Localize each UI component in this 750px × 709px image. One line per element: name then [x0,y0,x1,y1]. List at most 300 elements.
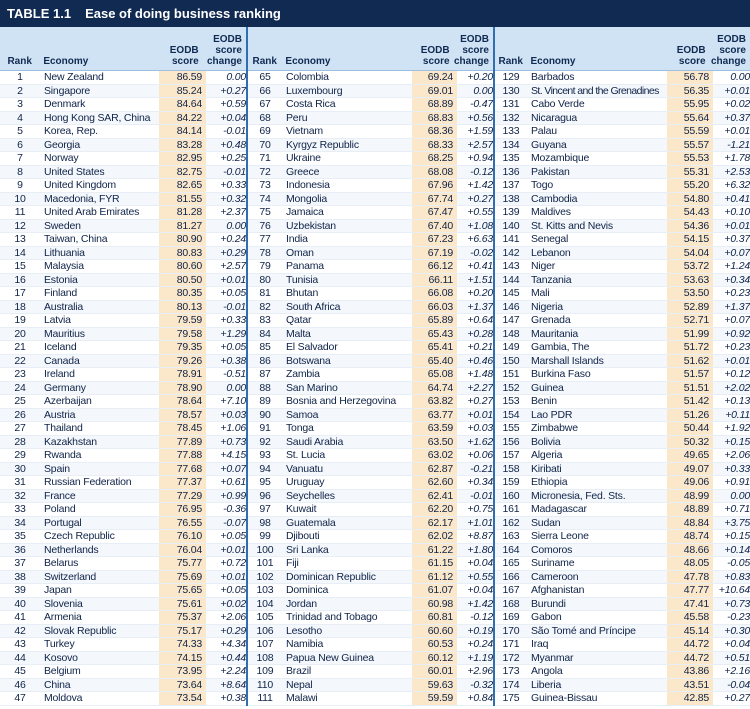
score-change-cell: +1.59 [467,125,493,138]
table-row [248,98,493,112]
score-cell: 84.14 [159,125,206,138]
score-cell: 49.65 [667,449,713,462]
rank-cell: 130 [502,84,520,97]
score-cell: 60.01 [412,665,457,678]
economy-cell: Lebanon [531,246,571,259]
economy-cell: Lao PDR [531,408,573,421]
table-row [0,598,246,612]
table-row [0,233,246,247]
score-change-cell: +1.48 [467,368,493,381]
economy-cell: Nepal [286,678,313,691]
economy-cell: Austria [44,408,76,421]
table-row [0,422,246,436]
rank-cell: 13 [14,233,26,246]
score-cell: 53.72 [667,260,713,273]
score-change-cell: +0.33 [220,314,246,327]
score-change-cell: 0.00 [473,84,493,97]
table-row [495,139,750,153]
table-row [248,85,493,99]
rank-cell: 25 [14,395,26,408]
score-change-cell: 0.00 [226,381,246,394]
table-row [248,382,493,396]
rank-cell: 136 [502,165,520,178]
economy-cell: Russian Federation [44,476,132,489]
score-change-cell: +0.71 [724,503,750,516]
score-change-cell: +0.24 [220,233,246,246]
header-change-line1: EODB [213,34,242,45]
header-economy-label: Economy [285,56,331,67]
economy-cell: Fiji [286,557,299,570]
score-change-cell: -0.05 [727,557,750,570]
score-change-cell: -0.12 [470,165,493,178]
economy-cell: Djibouti [286,530,320,543]
rank-cell: 138 [502,192,520,205]
score-change-cell: +2.24 [220,665,246,678]
economy-cell: Armenia [44,611,82,624]
score-cell: 43.51 [667,679,713,692]
table-row [495,530,750,544]
table-row [248,679,493,693]
economy-cell: Malaysia [44,260,84,273]
column-header-row [495,27,750,71]
score-cell: 52.89 [667,301,713,314]
economy-cell: Greece [286,165,320,178]
score-cell: 66.08 [412,287,457,300]
table-row [248,436,493,450]
table-row [0,436,246,450]
score-change-cell: 0.00 [226,71,246,84]
score-change-cell: +1.24 [724,260,750,273]
economy-cell: St. Lucia [286,449,326,462]
score-change-cell: -0.21 [470,462,493,475]
economy-cell: Marshall Islands [531,354,604,367]
table-row [248,166,493,180]
rank-cell: 11 [14,206,26,219]
score-cell: 86.59 [159,71,206,84]
table-row [495,436,750,450]
score-cell: 44.72 [667,652,713,665]
score-cell: 75.17 [159,625,206,638]
table-body [0,71,246,706]
score-change-cell: -0.01 [223,125,246,138]
table-row [495,409,750,423]
economy-cell: Indonesia [286,179,330,192]
economy-cell: Canada [44,354,80,367]
economy-cell: Portugal [44,516,82,529]
rank-cell: 93 [259,449,271,462]
economy-cell: Mauritania [531,327,579,340]
table-row [248,598,493,612]
score-cell: 63.02 [412,449,457,462]
score-change-cell: +0.13 [724,395,750,408]
table-row [0,85,246,99]
rank-cell: 87 [259,368,271,381]
score-cell: 45.14 [667,625,713,638]
rank-cell: 23 [14,368,26,381]
economy-cell: Georgia [44,138,80,151]
economy-cell: Moldova [44,692,83,705]
economy-cell: Rwanda [44,449,82,462]
economy-cell: Cameroon [531,570,579,583]
economy-cell: France [44,489,76,502]
score-cell: 55.20 [667,179,713,192]
table-row [495,125,750,139]
table-row [248,139,493,153]
score-cell: 77.29 [159,490,206,503]
rank-cell: 10 [14,192,26,205]
economy-cell: Lithuania [44,246,85,259]
economy-cell: New Zealand [44,71,104,84]
rank-cell: 26 [14,408,26,421]
table-row [495,476,750,490]
rank-cell: 144 [502,273,520,286]
rank-cell: 31 [14,476,26,489]
score-cell: 56.35 [667,85,713,98]
table-row [495,625,750,639]
rank-cell: 43 [14,638,26,651]
table-row [248,692,493,706]
score-cell: 75.61 [159,598,206,611]
rank-cell: 69 [259,125,271,138]
table-row [0,125,246,139]
score-cell: 66.12 [412,260,457,273]
economy-cell: Slovak Republic [44,624,117,637]
economy-cell: Luxembourg [286,84,343,97]
economy-cell: Norway [44,152,79,165]
rank-cell: 34 [14,516,26,529]
score-change-cell: -0.01 [223,300,246,313]
score-cell: 61.22 [412,544,457,557]
score-cell: 60.81 [412,611,457,624]
score-change-cell: +0.92 [724,327,750,340]
score-cell: 77.89 [159,436,206,449]
table-row [248,395,493,409]
economy-cell: Kiribati [531,462,562,475]
rank-cell: 29 [14,449,26,462]
economy-cell: Kyrgyz Republic [286,138,359,151]
rank-cell: 134 [502,138,520,151]
score-cell: 84.22 [159,112,206,125]
table-row [248,206,493,220]
rank-cell: 68 [259,111,271,124]
header-rank [0,56,39,67]
score-change-cell: +0.27 [467,192,493,205]
economy-cell: Suriname [531,557,575,570]
score-cell: 54.04 [667,247,713,260]
economy-cell: Tunisia [286,273,319,286]
score-change-cell: +0.03 [467,422,493,435]
economy-cell: Bhutan [286,287,319,300]
score-cell: 63.82 [412,395,457,408]
score-change-cell: +1.42 [467,597,493,610]
table-row [0,314,246,328]
rank-cell: 106 [256,624,274,637]
table-row [0,571,246,585]
score-cell: 78.57 [159,409,206,422]
table-row [248,71,493,85]
score-cell: 65.08 [412,368,457,381]
table-row [248,125,493,139]
score-change-cell: +0.61 [220,476,246,489]
economy-cell: Gabon [531,611,562,624]
score-change-cell: +0.28 [467,327,493,340]
header-economy [281,56,409,67]
rank-cell: 99 [259,530,271,543]
economy-cell: Sudan [531,516,561,529]
score-cell: 65.41 [412,341,457,354]
rank-cell: 162 [502,516,520,529]
economy-cell: Lesotho [286,624,322,637]
rank-cell: 83 [259,314,271,327]
score-cell: 54.80 [667,193,713,206]
rank-cell: 164 [502,543,520,556]
rank-cell: 18 [14,300,26,313]
score-cell: 76.95 [159,503,206,516]
economy-cell: Micronesia, Fed. Sts. [531,489,626,502]
score-change-cell: -0.04 [727,678,750,691]
score-change-cell: +10.64 [718,584,750,597]
score-cell: 56.78 [667,71,713,84]
score-cell: 48.66 [667,544,713,557]
score-cell: 67.47 [412,206,457,219]
header-rank [248,56,281,67]
rank-cell: 165 [502,557,520,570]
score-change-cell: +0.04 [467,557,493,570]
table-row [495,287,750,301]
rank-cell: 44 [14,651,26,664]
score-cell: 74.15 [159,652,206,665]
rank-cell: 75 [259,206,271,219]
score-change-cell: +0.46 [467,354,493,367]
score-change-cell: +0.32 [220,192,246,205]
score-change-cell: +0.05 [220,584,246,597]
score-change-cell: +0.27 [467,395,493,408]
score-change-cell: +2.06 [220,611,246,624]
table-row [495,260,750,274]
economy-cell: Kazakhstan [44,435,97,448]
score-cell: 44.72 [667,638,713,651]
score-change-cell: -0.01 [470,489,493,502]
header-change-line3: change [453,56,489,67]
table-title-bar [0,0,750,27]
rank-cell: 89 [259,395,271,408]
table-row [495,179,750,193]
table-row [0,274,246,288]
rank-cell: 133 [502,125,520,138]
economy-cell: Guatemala [286,516,336,529]
economy-cell: Spain [44,462,70,475]
economy-cell: Comoros [531,543,573,556]
header-change [203,34,246,67]
score-change-cell: +0.56 [467,111,493,124]
score-cell: 82.95 [159,152,206,165]
rank-cell: 79 [259,260,271,273]
table-row [248,463,493,477]
score-cell: 66.11 [412,274,457,287]
economy-cell: Palau [531,125,557,138]
score-cell: 80.83 [159,247,206,260]
score-change-cell: +1.19 [467,651,493,664]
economy-cell: Colombia [286,71,329,84]
score-change-cell: +0.23 [724,341,750,354]
rank-cell: 107 [256,638,274,651]
rank-cell: 45 [14,665,26,678]
header-score-line2: score [678,56,706,67]
score-change-cell: +0.20 [467,287,493,300]
score-cell: 73.54 [159,692,206,705]
economy-cell: Czech Republic [44,530,115,543]
score-change-cell: +0.84 [467,692,493,705]
score-cell: 55.95 [667,98,713,111]
header-change-line2: score [462,45,489,56]
table-row [495,274,750,288]
economy-cell: Vietnam [286,125,323,138]
score-cell: 68.89 [412,98,457,111]
score-change-cell: +2.02 [724,381,750,394]
rank-cell: 5 [17,125,23,138]
table-row [495,166,750,180]
rank-cell: 21 [14,341,26,354]
table-row [495,665,750,679]
economy-cell: Bolivia [531,435,561,448]
score-cell: 81.55 [159,193,206,206]
score-cell: 84.64 [159,98,206,111]
score-change-cell: +0.12 [724,368,750,381]
table-row [495,395,750,409]
score-cell: 77.88 [159,449,206,462]
economy-cell: Estonia [44,273,78,286]
score-change-cell: +0.83 [724,570,750,583]
rank-cell: 158 [502,462,520,475]
score-change-cell: +0.48 [220,138,246,151]
economy-cell: Papua New Guinea [286,651,374,664]
score-cell: 62.60 [412,476,457,489]
economy-cell: Taiwan, China [44,233,108,246]
header-rank-label: Rank [252,56,277,67]
table-row [0,382,246,396]
score-cell: 65.89 [412,314,457,327]
score-change-cell: +0.04 [724,638,750,651]
score-change-cell: +0.01 [724,354,750,367]
rank-cell: 72 [259,165,271,178]
table-row [248,517,493,531]
score-change-cell: -0.07 [223,516,246,529]
rank-cell: 1 [17,71,23,84]
score-cell: 61.12 [412,571,457,584]
header-rank-label: Rank [498,56,523,67]
header-change-line3: change [206,56,242,67]
score-cell: 60.60 [412,625,457,638]
score-change-cell: +4.15 [220,449,246,462]
economy-cell: Saudi Arabia [286,435,344,448]
table-row [495,193,750,207]
economy-cell: Jamaica [286,206,324,219]
table-row [495,598,750,612]
score-change-cell: +0.07 [724,314,750,327]
rank-cell: 22 [14,354,26,367]
score-change-cell: -0.23 [727,611,750,624]
rank-cell: 175 [502,692,520,705]
score-change-cell: +0.55 [467,206,493,219]
economy-cell: Bosnia and Herzegovina [286,395,397,408]
rank-cell: 78 [259,246,271,259]
table-row [0,463,246,477]
rank-cell: 172 [502,651,520,664]
table-row [248,314,493,328]
score-change-cell: +0.05 [220,341,246,354]
economy-cell: Kuwait [286,503,317,516]
score-cell: 68.83 [412,112,457,125]
score-cell: 42.85 [667,692,713,705]
economy-cell: Namibia [286,638,324,651]
score-change-cell: +0.72 [220,557,246,570]
economy-cell: South Africa [286,300,341,313]
score-change-cell: +2.37 [220,206,246,219]
score-cell: 68.25 [412,152,457,165]
table-row [495,85,750,99]
score-change-cell: +0.14 [724,543,750,556]
score-cell: 77.37 [159,476,206,489]
score-change-cell: +0.25 [220,152,246,165]
economy-cell: India [286,233,308,246]
table-row [248,287,493,301]
rank-cell: 84 [259,327,271,340]
table-row [0,625,246,639]
score-cell: 82.65 [159,179,206,192]
economy-cell: Netherlands [44,543,99,556]
table-row [495,503,750,517]
table-row [248,193,493,207]
economy-cell: Sri Lanka [286,543,329,556]
score-change-cell: +0.34 [467,476,493,489]
economy-cell: Guinea-Bissau [531,692,598,705]
score-cell: 82.75 [159,166,206,179]
score-cell: 63.50 [412,436,457,449]
economy-cell: Liberia [531,678,562,691]
economy-cell: Peru [286,111,308,124]
economy-cell: São Tomé and Príncipe [531,624,636,637]
score-change-cell: +2.96 [467,665,493,678]
score-change-cell: -0.32 [470,678,493,691]
score-change-cell: +0.07 [220,462,246,475]
rank-cell: 2 [17,84,23,97]
score-change-cell: +8.87 [467,530,493,543]
score-change-cell: +0.01 [220,543,246,556]
score-cell: 80.90 [159,233,206,246]
rank-cell: 149 [502,341,520,354]
score-change-cell: 0.00 [226,219,246,232]
rank-cell: 163 [502,530,520,543]
table-row [248,152,493,166]
economy-cell: Sweden [44,219,81,232]
table-row [495,463,750,477]
table-row [0,287,246,301]
score-cell: 55.53 [667,152,713,165]
economy-cell: Burkina Faso [531,368,591,381]
score-change-cell: +1.62 [467,435,493,448]
score-cell: 66.03 [412,301,457,314]
rank-cell: 103 [256,584,274,597]
score-change-cell: +0.15 [724,530,750,543]
score-cell: 79.35 [159,341,206,354]
table-row [495,652,750,666]
rank-cell: 14 [14,246,26,259]
header-score-line1: EODB [420,45,450,56]
rank-cell: 145 [502,287,520,300]
rank-cell: 47 [14,692,26,705]
table-row [248,274,493,288]
table-row [495,517,750,531]
